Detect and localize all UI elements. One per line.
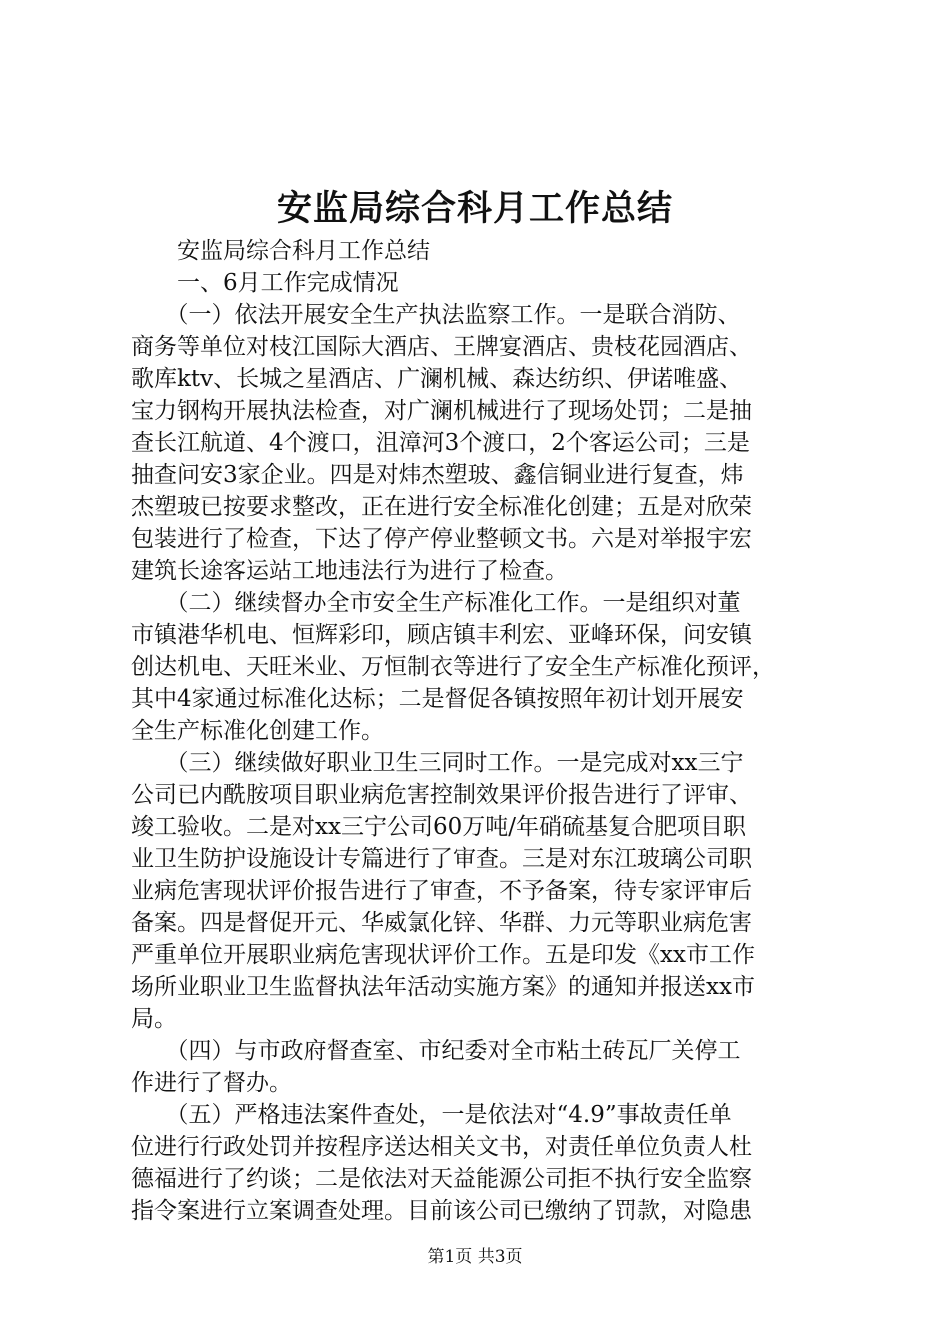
body-line: 一、6月工作完成情况	[131, 270, 399, 296]
body-line: 其中4家通过标准化达标；二是督促各镇按照年初计划开展安	[131, 686, 744, 712]
body-line: 安监局综合科月工作总结	[131, 238, 430, 264]
document-body	[131, 235, 826, 1227]
body-line: （二）继续督办全市安全生产标准化工作。一是组织对董	[131, 590, 741, 616]
body-line: 竣工验收。二是对xx三宁公司60万吨/年硝硫基复合肥项目职	[131, 814, 746, 840]
body-line: 局。	[131, 1006, 177, 1032]
body-line: 作进行了督办。	[131, 1070, 292, 1096]
body-line: （四）与市政府督查室、市纪委对全市粘土砖瓦厂关停工	[131, 1038, 741, 1064]
body-line: 查长江航道、4个渡口，沮漳河3个渡口，2个客运公司；三是	[131, 430, 750, 456]
body-line: 抽查问安3家企业。四是对炜杰塑玻、鑫信铜业进行复查，炜	[131, 462, 744, 488]
body-line: 公司已内酰胺项目职业病危害控制效果评价报告进行了评审、	[131, 782, 752, 808]
body-line: （五）严格违法案件查处，一是依法对“4.9”事故责任单	[131, 1102, 732, 1128]
body-line: （一）依法开展安全生产执法监察工作。一是联合消防、	[131, 302, 741, 328]
body-line: 指令案进行立案调查处理。目前该公司已缴纳了罚款，对隐患	[131, 1198, 752, 1224]
body-line: 业卫生防护设施设计专篇进行了审查。三是对东江玻璃公司职	[131, 846, 752, 872]
body-line: 杰塑玻已按要求整改，正在进行安全标准化创建；五是对欣荣	[131, 494, 752, 520]
body-line: 场所业职业卫生监督执法年活动实施方案》的通知并报送xx市	[131, 974, 755, 1000]
body-line: 建筑长途客运站工地违法行为进行了检查。	[131, 558, 568, 584]
body-line: 德福进行了约谈；二是依法对天益能源公司拒不执行安全监察	[131, 1166, 752, 1192]
document-title: 安监局综合科月工作总结	[276, 188, 673, 229]
body-line: 宝力钢构开展执法检查，对广澜机械进行了现场处罚；二是抽	[131, 398, 752, 424]
body-line: 业病危害现状评价报告进行了审查，不予备案，待专家评审后	[131, 878, 752, 904]
body-line: 备案。四是督促开元、华威氯化锌、华群、力元等职业病危害	[131, 910, 752, 936]
body-line: （三）继续做好职业卫生三同时工作。一是完成对xx三宁	[131, 750, 744, 776]
body-line: 位进行行政处罚并按程序送达相关文书，对责任单位负责人杜	[131, 1134, 752, 1160]
body-line: 严重单位开展职业病危害现状评价工作。五是印发《xx市工作	[131, 942, 755, 968]
body-line: 商务等单位对枝江国际大酒店、王牌宴酒店、贵枝花园酒店、	[131, 334, 752, 360]
body-line: 创达机电、天旺米业、万恒制衣等进行了安全生产标准化预评，	[131, 654, 775, 680]
body-line: 全生产标准化创建工作。	[131, 718, 384, 744]
body-line: 歌库ktv、长城之星酒店、广澜机械、森达纺织、伊诺唯盛、	[131, 366, 743, 392]
body-line: 市镇港华机电、恒辉彩印，顾店镇丰利宏、亚峰环保，问安镇	[131, 622, 752, 648]
body-line: 包装进行了检查，下达了停产停业整顿文书。六是对举报宇宏	[131, 526, 752, 552]
page-footer: 第1页 共3页	[427, 1247, 523, 1267]
